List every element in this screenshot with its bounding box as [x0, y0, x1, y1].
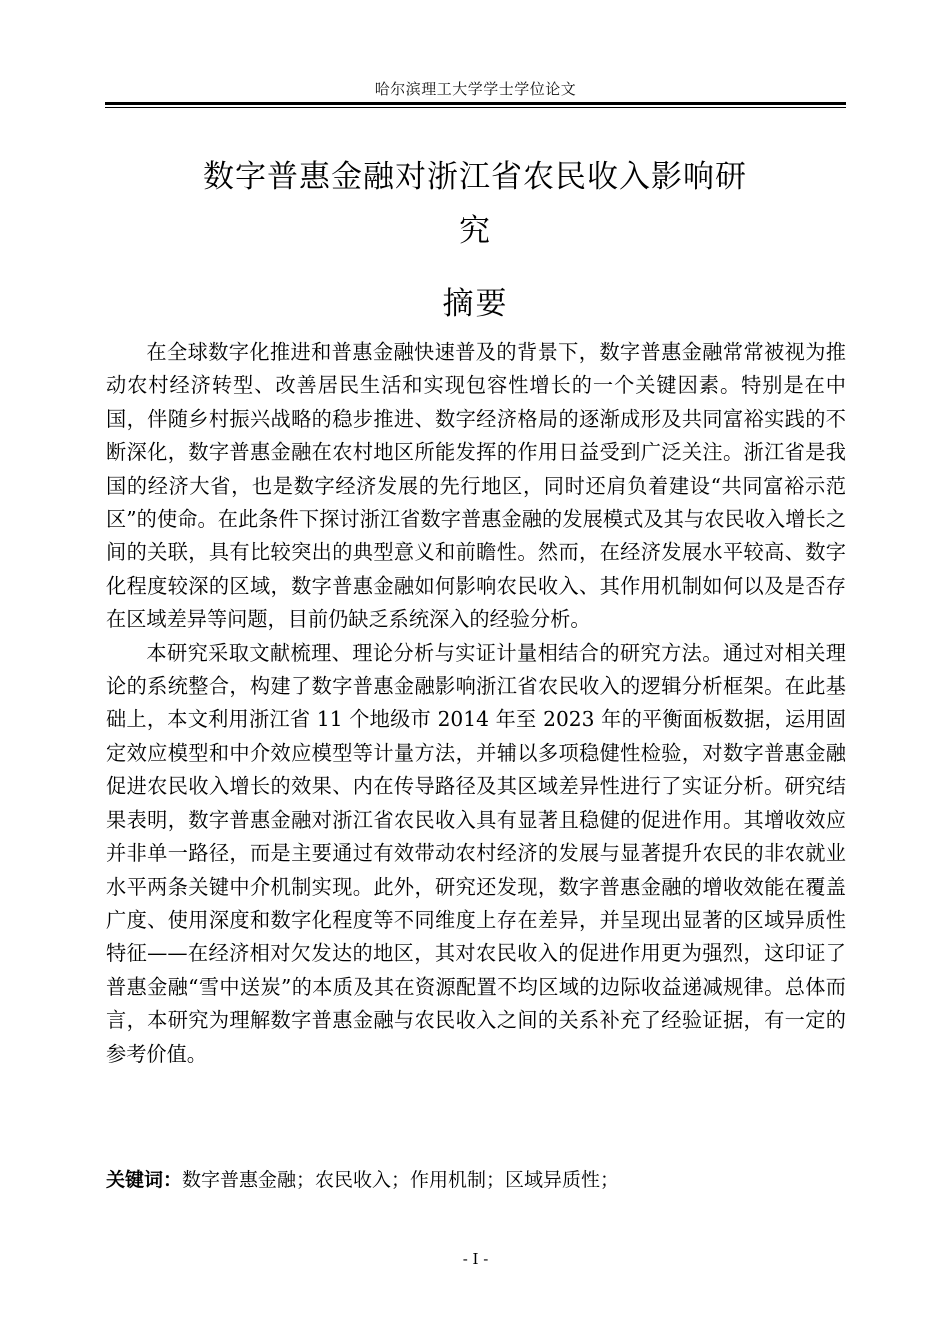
header-rule-thin — [105, 107, 846, 108]
abstract-heading: 摘要 — [442, 286, 509, 322]
keywords-label: 关键词： — [106, 1169, 183, 1191]
page-number: - I - — [462, 1250, 489, 1268]
running-header: 哈尔滨理工大学学士学位论文 — [374, 80, 577, 98]
keywords-value: 数字普惠金融；农民收入；作用机制；区域异质性； — [182, 1169, 620, 1191]
header-rule-thick — [105, 102, 846, 105]
abstract-paragraph-1: 在全球数字化推进和普惠金融快速普及的背景下，数字普惠金融常常被视为推动农村经济转型、改善居民生活和实现包容性增长的一个关键因素。特别是在中国，伴随乡村振兴战略的稳步推进、数字经济格局的逐渐成形及共同富裕实践的不断深化，数字普惠金融在农村地区所能发挥的作用日益受到广泛关注。浙江省是我国的经济大省，也是数字经济发展的先行地区，同时还肩负着建设“共同富裕示范区”的使命。在此条件下探讨浙江省数字普惠金融的发展模式及其与农民收入增长之间的关联，具有比较突出的典型意义和前瞻性。然而，在经济发展水平较高、数字化程度较深的区域，数字普惠金融如何影响农民收入、其作用机制如何以及是否存在区域差异等问题，目前仍缺乏系统深入的经验分析。 — [106, 340, 846, 632]
abstract-body — [106, 336, 846, 1071]
thesis-title-line-1: 数字普惠金融对浙江省农民收入影响研 — [203, 159, 747, 195]
thesis-title — [140, 150, 810, 258]
keywords-line — [106, 1164, 846, 1196]
abstract-paragraph-2: 本研究采取文献梳理、理论分析与实证计量相结合的研究方法。通过对相关理论的系统整合，构建了数字普惠金融影响浙江省农民收入的逻辑分析框架。在此基础上，本文利用浙江省 11 个地级市 2014 年至 2023 年的平衡面板数据，运用固定效应模型和中介效应模型等计量方法，并辅以多项稳健性检验，对数字普惠金融促进农民收入增长的效果、内在传导路径及其区域差异性进行了实证分析。研究结果表明，数字普惠金融对浙江省农民收入具有显著且稳健的促进作用。其增收效应并非单一路径，而是主要通过有效带动农村经济的发展与显著提升农民的非农就业水平两条关键中介机制实现。此外，研究还发现，数字普惠金融的增收效能在覆盖广度、使用深度和数字化程度等不同维度上存在差异，并呈现出显著的区域异质性特征——在经济相对欠发达的地区，其对农民收入的促进作用更为强烈，这印证了普惠金融“雪中送炭”的本质及其在资源配置不均区域的边际收益递减规律。总体而言，本研究为理解数字普惠金融与农民收入之间的关系补充了经验证据，有一定的参考价值。 — [106, 640, 846, 1066]
thesis-title-line-2: 究 — [459, 213, 491, 249]
